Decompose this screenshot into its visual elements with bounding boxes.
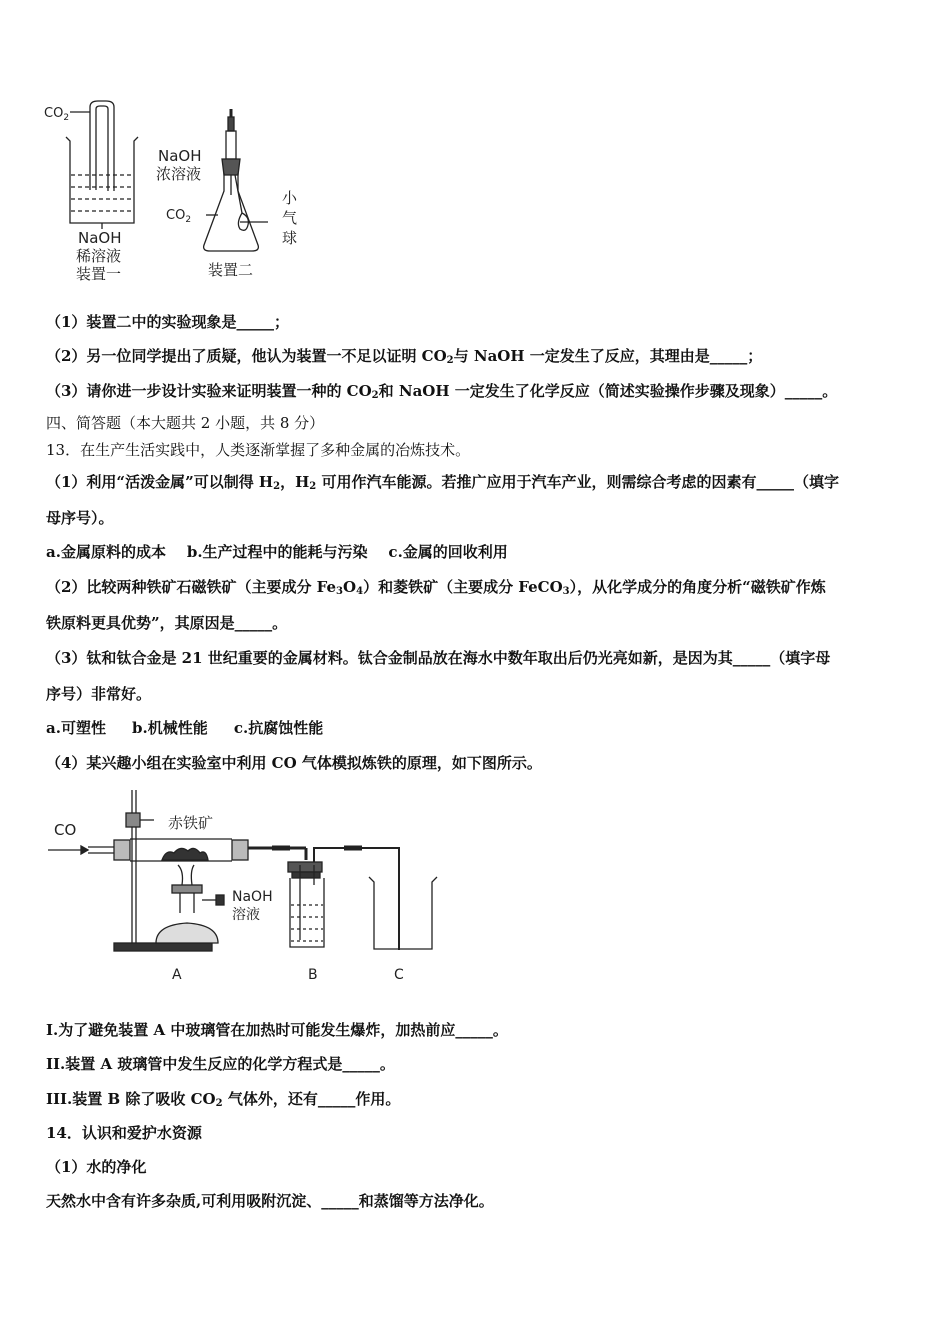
q13-part2: II.装置 A 玻璃管中发生反应的化学方程式是_____。 — [46, 1055, 395, 1073]
naoh-label-b: NaOH — [232, 889, 273, 905]
apparatus-c-label: C — [394, 967, 404, 983]
q13-options3: a.可塑性 b.机械性能 c.抗腐蚀性能 — [46, 719, 324, 737]
q13-options1: a.金属原料的成本 b.生产过程中的能耗与污染 c.金属的回收利用 — [46, 543, 508, 561]
apparatus-one-caption: 装置一 — [76, 265, 122, 283]
concentrated-solution-label: 浓溶液 — [156, 165, 202, 183]
dilute-solution-label: 稀溶液 — [76, 247, 122, 265]
co-gas-label: CO — [54, 821, 77, 839]
q13-sub1-cont: 母序号）。 — [46, 509, 114, 527]
solution-label-b: 溶液 — [232, 907, 260, 923]
q13-part1: I.为了避免装置 A 中玻璃管在加热时可能发生爆炸，加热前应_____。 — [46, 1021, 508, 1039]
apparatus-two — [204, 109, 268, 251]
section-heading: 四、简答题（本大题共 2 小题，共 8 分） — [46, 414, 325, 432]
balloon-label-1: 小 — [282, 189, 298, 207]
q14-text: 天然水中含有许多杂质,可利用吸附沉淀、_____和蒸馏等方法净化。 — [46, 1192, 494, 1210]
apparatus-a-label: A — [172, 967, 182, 983]
naoh-label-two: NaOH — [158, 147, 202, 165]
q12-sub1: （1）装置二中的实验现象是_____； — [46, 313, 289, 331]
q13-sub2: （2）比较两种铁矿石磁铁矿（主要成分 $Fe_3O_4$）和菱铁矿（主要成分 FeCO$_3$），从化学成分的角度分析“磁铁矿作炼 — [46, 578, 826, 597]
co2-label-two: $CO_2$ — [166, 208, 192, 225]
apparatus-b-label: B — [308, 967, 318, 983]
co2-label-one: $CO_2$ — [44, 106, 70, 123]
q13-stem: 13．在生产生活实践中，人类逐渐掌握了多种金属的冶炼技术。 — [46, 441, 471, 459]
q13-sub4: （4）某兴趣小组在实验室中利用 CO 气体模拟炼铁的原理，如下图所示。 — [46, 754, 542, 772]
q13-part3: III.装置 B 除了吸收 $CO_2$ 气体外，还有_____作用。 — [46, 1090, 401, 1109]
q13-sub1: （1）利用“活泼金属”可以制得 $H_2$，$H_2$ 可用作汽车能源。若推广应用于汽车产业，则需综合考虑的因素有_____（填字 — [46, 473, 839, 492]
q13-sub2-cont: 铁原料更具优势”，其原因是_____。 — [46, 614, 288, 632]
figure-co-ironmaking-apparatus — [44, 785, 444, 990]
apparatus-one — [44, 101, 138, 229]
q12-sub3: （3）请你进一步设计实验来证明装置一种的 $CO_2$和 NaOH 一定发生了化学反应（简述实验操作步骤及现象）_____。 — [46, 382, 838, 401]
apparatus-two-caption: 装置二 — [208, 261, 254, 279]
figure-co2-naoh-apparatus — [40, 95, 320, 290]
balloon-label-2: 气 — [282, 209, 298, 227]
ore-label: 赤铁矿 — [168, 814, 214, 832]
q12-sub2: （2）另一位同学提出了质疑，他认为装置一不足以证明 $CO_2$与 NaOH 一定发生了反应，其理由是_____； — [46, 347, 763, 366]
q13-sub3: （3）钛和钛合金是 21 世纪重要的金属材料。钛合金制品放在海水中数年取出后仍光亮如新，是因为其_____（填字母 — [46, 649, 831, 667]
q14-sub1: （1）水的净化 — [46, 1158, 147, 1176]
balloon-label-3: 球 — [282, 229, 298, 247]
q14-stem: 14．认识和爱护水资源 — [46, 1124, 202, 1142]
naoh-label-one: NaOH — [78, 229, 122, 247]
q13-sub3-cont: 序号）非常好。 — [46, 685, 152, 703]
